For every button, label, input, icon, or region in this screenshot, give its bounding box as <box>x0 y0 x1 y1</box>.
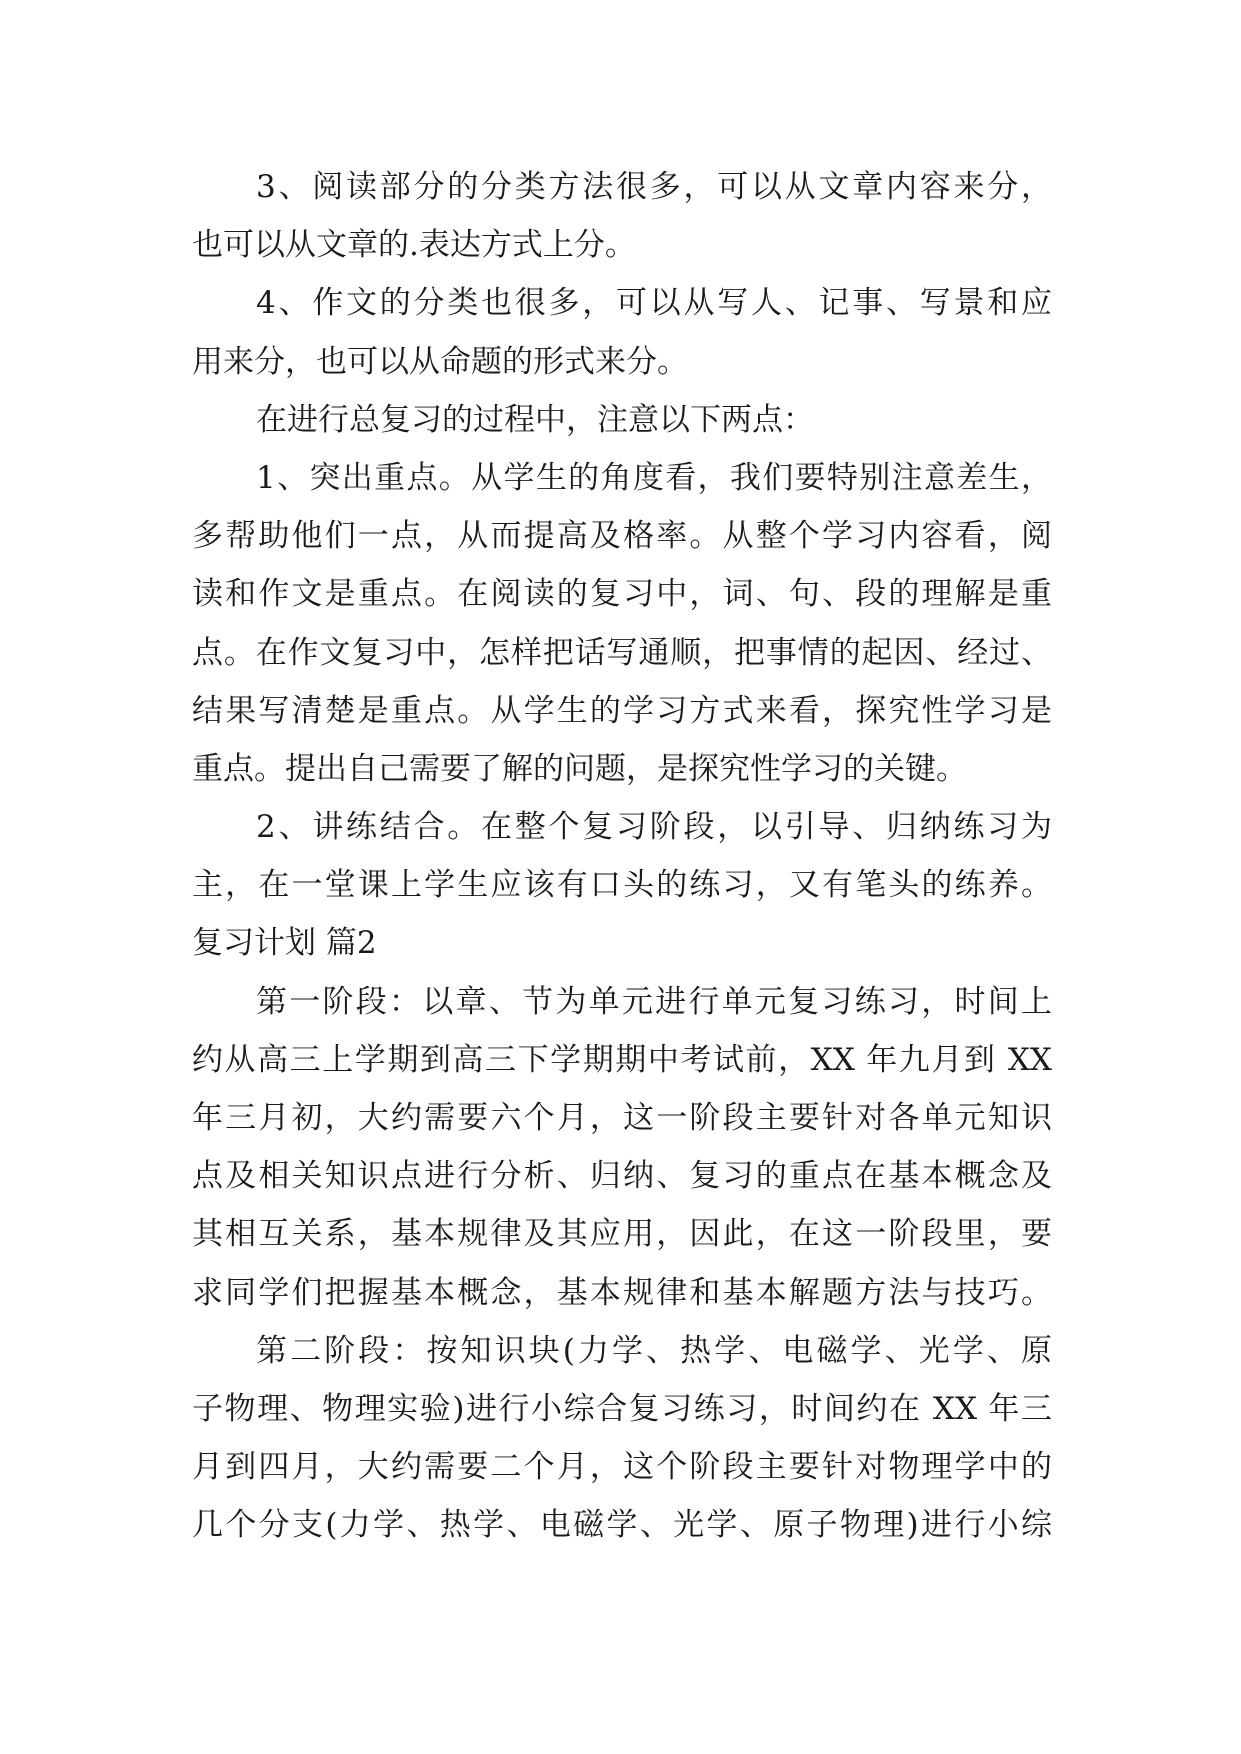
text-line: 在进行总复习的过程中，注意以下两点： <box>256 401 814 438</box>
text-line: 求同学们把握基本概念，基本规律和基本解题方法与技巧。 <box>192 1274 1052 1311</box>
text-line: 用来分，也可以从命题的形式来分。 <box>192 343 688 380</box>
text-line: 2、讲练结合。在整个复习阶段，以引导、归纳练习为 <box>256 809 1052 846</box>
text-line: 其相互关系，基本规律及其应用，因此，在这一阶段里，要 <box>192 1216 1052 1253</box>
text-line: 主，在一堂课上学生应该有口头的练习，又有笔头的练养。 <box>192 867 1052 904</box>
text-line: 点及相关知识点进行分析、归纳、复习的重点在基本概念及 <box>192 1158 1052 1195</box>
text-line: 几个分支(力学、热学、电磁学、光学、原子物理)进行小综 <box>192 1507 1052 1544</box>
text-line: 复习计划 篇2 <box>192 925 377 962</box>
text-line: 读和作文是重点。在阅读的复习中，词、句、段的理解是重 <box>192 576 1052 613</box>
text-line: 第一阶段：以章、节为单元进行单元复习练习，时间上 <box>256 983 1052 1020</box>
text-line: 第二阶段：按知识块(力学、热学、电磁学、光学、原 <box>256 1332 1052 1369</box>
text-line: 年三月初，大约需要六个月，这一阶段主要针对各单元知识 <box>192 1100 1052 1136</box>
document-body <box>192 158 1052 1555</box>
text-line: 3、阅读部分的分类方法很多，可以从文章内容来分， <box>256 169 1052 205</box>
text-line: 多帮助他们一点，从而提高及格率。从整个学习内容看，阅 <box>192 518 1052 555</box>
text-line: 1、突出重点。从学生的角度看，我们要特别注意差生， <box>256 459 1052 496</box>
text-line: 子物理、物理实验)进行小综合复习练习，时间约在 XX 年三 <box>192 1390 1052 1427</box>
text-line: 重点。提出自己需要了解的问题，是探究性学习的关键。 <box>192 750 967 787</box>
text-line: 约从高三上学期到高三下学期期中考试前，XX 年九月到 XX <box>192 1041 1052 1078</box>
text-line: 点。在作文复习中，怎样把话写通顺，把事情的起因、经过、 <box>192 634 1052 671</box>
text-line: 4、作文的分类也很多，可以从写人、记事、写景和应 <box>256 285 1052 322</box>
text-line: 月到四月，大约需要二个月，这个阶段主要针对物理学中的 <box>192 1449 1052 1486</box>
text-line: 结果写清楚是重点。从学生的学习方式来看，探究性学习是 <box>192 692 1052 729</box>
text-line: 也可以从文章的.表达方式上分。 <box>192 227 636 264</box>
